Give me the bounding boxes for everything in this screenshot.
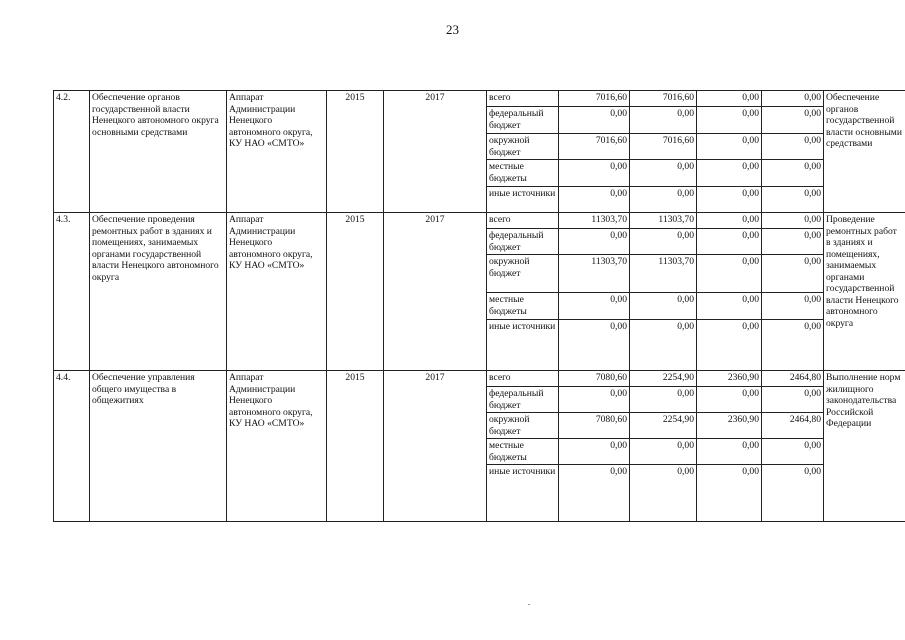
funding-amount: 7080,60 (559, 413, 630, 439)
year-end: 2017 (384, 213, 487, 371)
funding-amount: 2464,80 (762, 371, 824, 387)
funding-amount: 0,00 (630, 187, 697, 213)
funding-amount: 7080,60 (559, 371, 630, 387)
funding-source-label: местные бюджеты (487, 439, 559, 465)
funding-amount: 11303,70 (630, 213, 697, 229)
funding-source-label: иные источники (487, 320, 559, 371)
funding-amount: 0,00 (559, 387, 630, 413)
funding-amount: 0,00 (697, 213, 762, 229)
funding-amount: 0,00 (559, 107, 630, 134)
funding-amount: 0,00 (697, 439, 762, 465)
funding-amount: 0,00 (630, 387, 697, 413)
funding-amount: 0,00 (559, 229, 630, 255)
funding-amount: 11303,70 (559, 213, 630, 229)
funding-source-label: местные бюджеты (487, 293, 559, 320)
funding-amount: 0,00 (697, 293, 762, 320)
year-start: 2015 (327, 213, 384, 371)
expected-result: Проведение ремонтных работ в зданиях и помещениях, занимаемых органами государственной власти Ненецкого автономного округа (824, 213, 905, 371)
funding-amount: 7016,60 (630, 134, 697, 160)
funding-amount: 7016,60 (630, 91, 697, 107)
table-row (54, 91, 905, 107)
funding-amount: 0,00 (630, 107, 697, 134)
funding-source-label: окружной бюджет (487, 413, 559, 439)
funding-amount: 7016,60 (559, 91, 630, 107)
funding-amount: 2360,90 (697, 371, 762, 387)
funding-amount: 2254,90 (630, 413, 697, 439)
activity-name: Обеспечение управления общего имущества в общежитиях (90, 371, 227, 522)
expected-result: Выполнение норм жилищного законодательства Российской Федерации (824, 371, 905, 522)
funding-amount: 0,00 (762, 293, 824, 320)
activity-executor: Аппарат Администрации Ненецкого автономного округа, КУ НАО «СМТО» (227, 371, 327, 522)
program-activities-table (53, 90, 905, 522)
funding-source-label: местные бюджеты (487, 160, 559, 187)
funding-source-label: окружной бюджет (487, 255, 559, 293)
year-start: 2015 (327, 91, 384, 213)
funding-amount: 0,00 (762, 255, 824, 293)
funding-amount: 0,00 (697, 465, 762, 522)
funding-amount: 0,00 (762, 213, 824, 229)
funding-amount: 0,00 (762, 439, 824, 465)
funding-amount: 7016,60 (559, 134, 630, 160)
funding-source-label: иные источники (487, 465, 559, 522)
scan-speck (528, 604, 530, 605)
funding-amount: 0,00 (559, 187, 630, 213)
funding-source-label: всего (487, 371, 559, 387)
funding-amount: 0,00 (762, 465, 824, 522)
funding-amount: 0,00 (762, 134, 824, 160)
funding-source-label: федеральный бюджет (487, 229, 559, 255)
funding-amount: 0,00 (559, 439, 630, 465)
table-row (54, 213, 905, 229)
funding-source-label: иные источники (487, 187, 559, 213)
year-start: 2015 (327, 371, 384, 522)
funding-amount: 0,00 (762, 320, 824, 371)
funding-amount: 0,00 (697, 160, 762, 187)
funding-amount: 11303,70 (559, 255, 630, 293)
year-end: 2017 (384, 91, 487, 213)
expected-result: Обеспечение органов государственной власти основными средствами (824, 91, 905, 213)
funding-amount: 0,00 (697, 107, 762, 134)
funding-amount: 0,00 (559, 293, 630, 320)
funding-amount: 0,00 (697, 91, 762, 107)
funding-amount: 0,00 (559, 465, 630, 522)
funding-amount: 0,00 (762, 229, 824, 255)
funding-amount: 0,00 (559, 160, 630, 187)
funding-amount: 0,00 (697, 320, 762, 371)
funding-amount: 2360,90 (697, 413, 762, 439)
funding-amount: 0,00 (762, 107, 824, 134)
funding-amount: 0,00 (630, 160, 697, 187)
activity-executor: Аппарат Администрации Ненецкого автономного округа, КУ НАО «СМТО» (227, 213, 327, 371)
activity-number: 4.3. (54, 213, 90, 371)
funding-amount: 0,00 (697, 255, 762, 293)
table-row (54, 371, 905, 387)
funding-amount: 0,00 (630, 439, 697, 465)
activity-executor: Аппарат Администрации Ненецкого автономного округа, КУ НАО «СМТО» (227, 91, 327, 213)
funding-source-label: всего (487, 213, 559, 229)
funding-amount: 0,00 (762, 91, 824, 107)
activity-number: 4.4. (54, 371, 90, 522)
funding-amount: 2254,90 (630, 371, 697, 387)
funding-amount: 0,00 (630, 465, 697, 522)
funding-amount: 0,00 (697, 187, 762, 213)
funding-amount: 0,00 (762, 187, 824, 213)
funding-amount: 0,00 (697, 134, 762, 160)
funding-amount: 0,00 (630, 293, 697, 320)
funding-amount: 11303,70 (630, 255, 697, 293)
funding-source-label: всего (487, 91, 559, 107)
funding-amount: 0,00 (559, 320, 630, 371)
activity-name: Обеспечение проведения ремонтных работ в зданиях и помещениях, занимаемых органами государственной власти Ненецкого автономного округа (90, 213, 227, 371)
funding-amount: 0,00 (762, 387, 824, 413)
activity-name: Обеспечение органов государственной власти Ненецкого автономного округа основными средствами (90, 91, 227, 213)
activity-number: 4.2. (54, 91, 90, 213)
funding-source-label: федеральный бюджет (487, 107, 559, 134)
funding-amount: 0,00 (697, 229, 762, 255)
funding-amount: 0,00 (697, 387, 762, 413)
funding-source-label: окружной бюджет (487, 134, 559, 160)
funding-amount: 0,00 (762, 160, 824, 187)
year-end: 2017 (384, 371, 487, 522)
funding-amount: 0,00 (630, 320, 697, 371)
page-number: 23 (446, 22, 459, 37)
funding-amount: 2464,80 (762, 413, 824, 439)
funding-amount: 0,00 (630, 229, 697, 255)
funding-source-label: федеральный бюджет (487, 387, 559, 413)
